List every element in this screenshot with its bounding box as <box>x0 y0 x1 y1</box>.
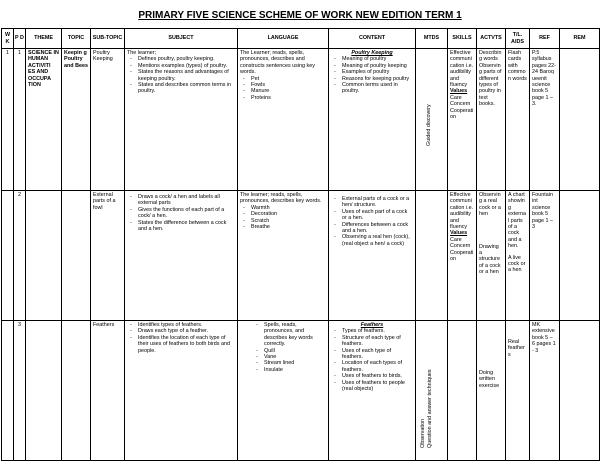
language-word: - Vane <box>264 354 326 360</box>
subtopic-cell: External parts of a fowl <box>91 191 125 321</box>
period-cell: 2 <box>14 191 26 321</box>
subject-item: - States and describes common terms in poultry. <box>138 82 235 95</box>
subject-item: - Defines poultry, poultry keeping. <box>138 56 235 62</box>
header-skills: SKILLS <box>448 29 477 49</box>
remarks-cell <box>560 191 600 321</box>
week-cell <box>2 191 14 321</box>
activity-text: Observing a real cock or a hen <box>479 192 501 218</box>
header-language: LANGUAGE <box>238 29 329 49</box>
language-cell <box>238 49 329 191</box>
content-item: - Examples of poultry <box>342 69 413 75</box>
table-row <box>2 321 600 461</box>
subject-item: - States the reasons and advantages of keeping poultry. <box>138 69 235 82</box>
header-actvts: ACTVTS <box>477 29 506 49</box>
header-topic: TOPIC <box>62 29 91 49</box>
content-item: - Uses of each part of a cock or a hen. <box>342 209 413 222</box>
activities-cell: Describing words Observing parts of different types of poultry in text books. <box>477 49 506 191</box>
language-cell <box>238 191 329 321</box>
language-word: - Insulate <box>264 367 326 373</box>
language-word: - Scratch <box>251 218 326 224</box>
theme-cell <box>26 191 62 321</box>
header-content: CONTENT <box>329 29 416 49</box>
tlaids-text: A live cock or a hen <box>508 254 526 274</box>
activity-text: Doing written exercise <box>479 370 500 389</box>
subtopic-cell: Poultry Keeping <box>91 49 125 191</box>
remarks-cell <box>560 321 600 461</box>
activity-text: Drawing a structure of a cock or a hen <box>479 243 501 276</box>
language-intro: - Spells, reads, pronounces, and describes key words correctly. <box>264 322 326 348</box>
content-heading: Poultry Keeping <box>351 50 393 56</box>
values-text: Care Concern Cooperation <box>450 94 474 121</box>
header-ref: REF <box>530 29 560 49</box>
content-item: - External parts of a cock or a hen/ structure. <box>342 196 413 209</box>
remarks-cell <box>560 49 600 191</box>
language-word: - Pet <box>251 76 326 82</box>
activities-cell <box>477 321 506 461</box>
content-item: - Meaning of poultry <box>342 56 413 62</box>
header-wk: W K <box>2 29 14 49</box>
content-item: - Reasons for keeping poultry <box>342 76 413 82</box>
content-item: - Observing a real hen (cock), (real object a hen/ a cock) <box>342 234 413 247</box>
theme-cell <box>26 321 62 461</box>
subject-item: - Draws a cock/ a hen and labels all external parts <box>138 194 235 207</box>
language-word: - Fowls <box>251 82 326 88</box>
topic-cell <box>62 191 91 321</box>
subject-item: - Identifies types of feathers. <box>138 322 235 328</box>
language-word: - Quill <box>264 348 326 354</box>
tlaids-text: A chart showing external parts of a cock and a hen. <box>508 192 526 250</box>
values-text: Care Concern Cooperation <box>450 236 474 263</box>
language-intro: The Learner; reads, spells, pronounces, describes and constructs sentences using key words. <box>240 50 315 76</box>
tlaids-cell: Flash cards with common words <box>506 49 530 191</box>
content-item: - Differences between a cock and a hen. <box>342 222 413 235</box>
methods-cell <box>416 49 448 191</box>
subject-item: - Identifies the location of each type of their uses of feathers to both birds and people. <box>138 335 235 354</box>
values-label: Values <box>450 88 468 95</box>
method-observation: Observation <box>420 418 426 448</box>
skills-text: Effective communication i.e. audibility and fluency <box>450 192 474 231</box>
language-word: - Proteins <box>251 95 326 101</box>
subject-item: - Gives the functions of each part of a cock/ a hen. <box>138 207 235 220</box>
subject-item: - Mentions examples (types) of poultry. <box>138 63 235 69</box>
skills-cell <box>448 49 477 191</box>
theme-cell: SCIENCE IN HUMAN ACTIVITI ES AND OCCUPA TION <box>26 49 62 191</box>
week-cell: 1 <box>2 49 14 191</box>
table-row <box>2 191 600 321</box>
methods-cell <box>416 191 448 321</box>
header-subject: SUBJECT <box>125 29 238 49</box>
header-mtds: MTDS <box>416 29 448 49</box>
skills-cell <box>448 191 477 321</box>
language-word: - Breathe <box>251 224 326 230</box>
header-tlaids: T/L. AIDS <box>506 29 530 49</box>
language-word: - Manure <box>251 88 326 94</box>
content-cell <box>329 321 416 461</box>
tlaids-text: Real feathers <box>508 339 525 358</box>
content-item: - Location of each types of feathers. <box>342 360 413 373</box>
week-cell <box>2 321 14 461</box>
header-subtopic: SUB-TOPIC <box>91 29 125 49</box>
header-row <box>2 29 600 49</box>
content-cell <box>329 191 416 321</box>
subject-cell <box>125 49 238 191</box>
content-heading: Feathers <box>360 322 384 328</box>
table-row <box>2 49 600 191</box>
skills-text: Effective communication i.e. audibility and fluency <box>450 50 474 89</box>
methods-cell <box>416 321 448 461</box>
header-rem: REM <box>560 29 600 49</box>
values-label: Values <box>450 230 468 237</box>
subject-item: - Draws each type of a feather. <box>138 328 235 334</box>
reference-cell: MK extensive book 5 – 6 pages 1 - 3 <box>530 321 560 461</box>
content-item: - Uses of each type of feathers. <box>342 348 413 361</box>
period-cell: 1 <box>14 49 26 191</box>
content-item: - Common terms used in poultry. <box>342 82 413 95</box>
content-item: - Types of feathers. <box>342 328 413 334</box>
header-theme: THEME <box>26 29 62 49</box>
language-word: - Stream lined <box>264 360 326 366</box>
topic-cell: Keepin g Poultry and Bees <box>62 49 91 191</box>
language-word: - Decoration <box>251 211 326 217</box>
page-title: PRIMARY FIVE SCIENCE SCHEME OF WORK NEW EDITION TERM 1 <box>138 10 462 21</box>
skills-cell <box>448 321 477 461</box>
content-cell <box>329 49 416 191</box>
content-item: - Uses of feathers to birds. <box>342 373 413 379</box>
header-pd: P D <box>14 29 26 49</box>
method-question-answer: Question and answer techniques <box>427 369 433 448</box>
subtopic-cell: Feathers <box>91 321 125 461</box>
subject-cell <box>125 191 238 321</box>
period-cell: 3 <box>14 321 26 461</box>
content-item: - Meaning of poultry keeping <box>342 63 413 69</box>
tlaids-cell <box>506 321 530 461</box>
content-item: - Uses of feathers to people (real objects) <box>342 380 413 393</box>
topic-cell <box>62 321 91 461</box>
reference-cell: P.5 syllabus pages 22-24 Baroq ueenit science book 5 page 1 – 3. <box>530 49 560 191</box>
activities-cell <box>477 191 506 321</box>
language-intro: The learner; reads, spells, pronounces, describes key words. <box>240 192 322 205</box>
content-item: - Structure of each type of feathers. <box>342 335 413 348</box>
subject-item: - States the difference between a cock and a hen. <box>138 220 235 233</box>
language-cell <box>238 321 329 461</box>
reference-cell: Fountain int science book 5 page 1 – 3 <box>530 191 560 321</box>
tlaids-cell <box>506 191 530 321</box>
method-guided-discovery: Guided discovery <box>426 104 432 146</box>
language-word: - Warmth <box>251 205 326 211</box>
scheme-of-work-table <box>1 28 600 461</box>
subject-intro: The learner; <box>127 50 157 56</box>
subject-cell <box>125 321 238 461</box>
